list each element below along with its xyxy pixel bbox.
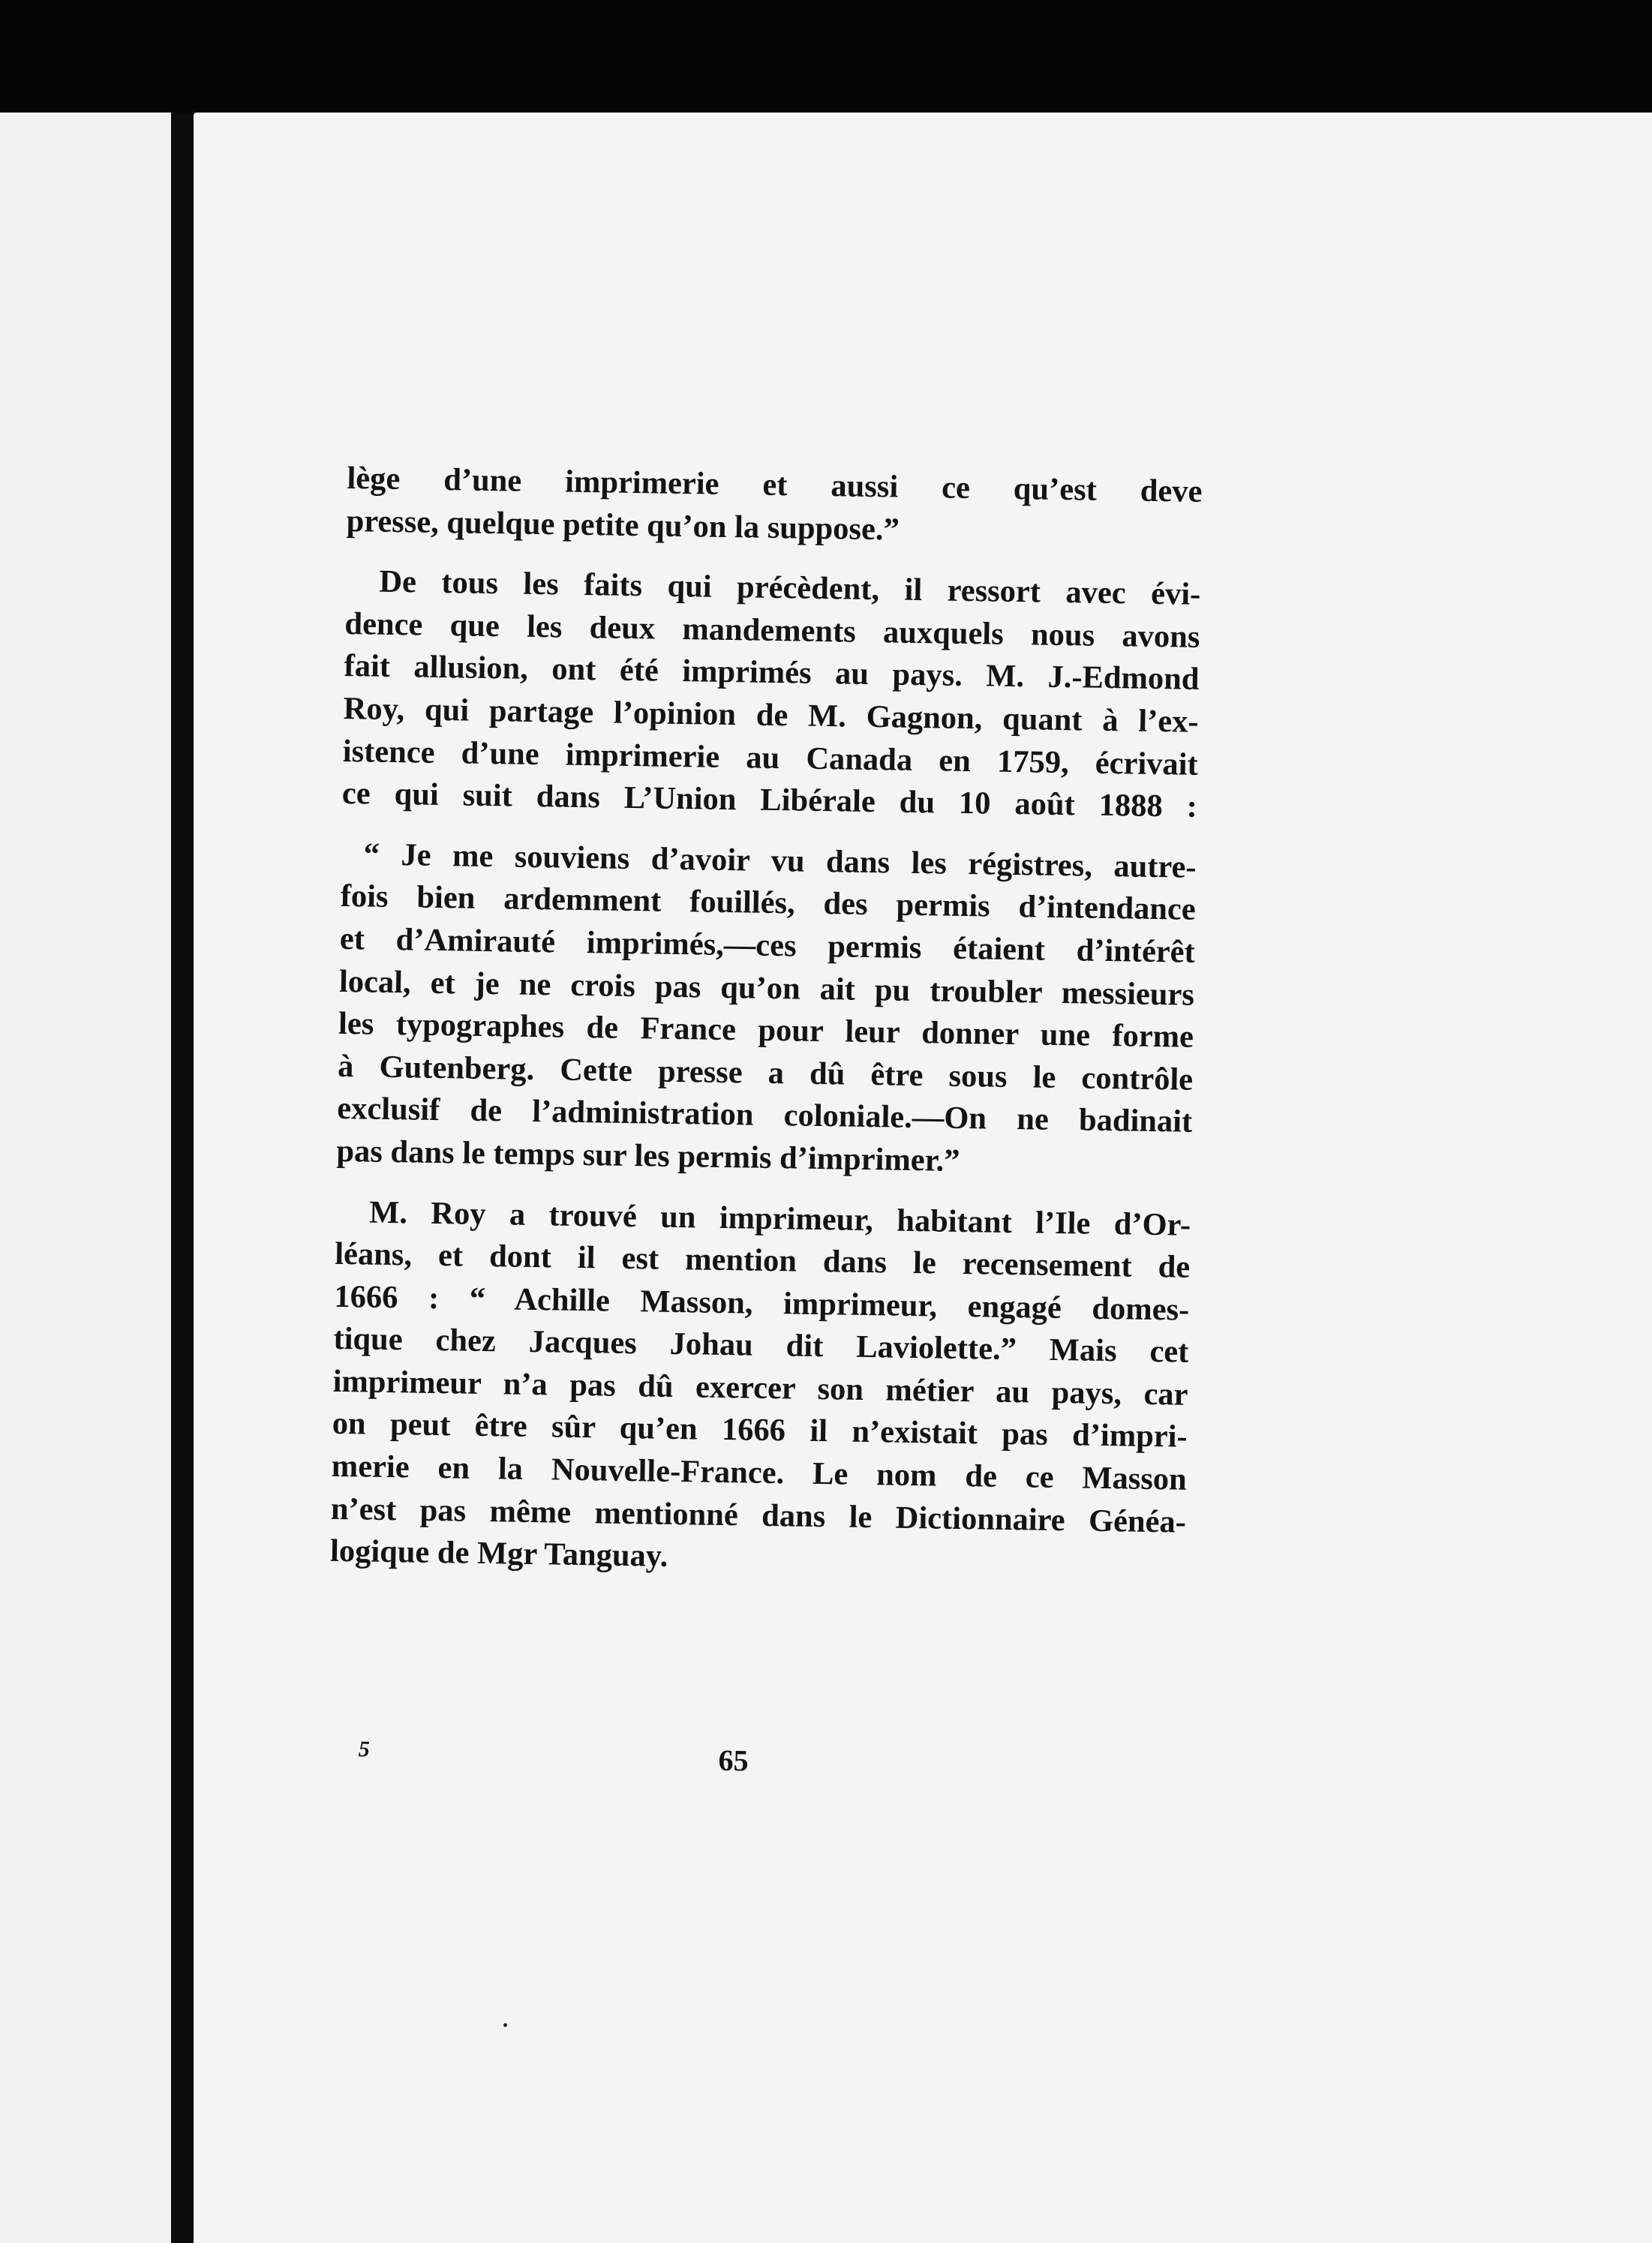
text-line: tique chez Jacques Johau dit Laviolette.” Mais cet <box>333 1321 1189 1371</box>
text-line: lège d’une imprimerie et aussi ce qu’est deve <box>347 460 1203 509</box>
text-line: local, et je ne crois pas qu’on ait pu troubler messieurs <box>338 963 1195 1013</box>
book-gutter <box>171 113 194 2243</box>
page-footer <box>347 1737 1203 1795</box>
text-line: pas dans le temps sur les permis d’imprimer.” <box>336 1133 960 1179</box>
text-line: n’est pas même mentionné dans le Dictionnaire Généa- <box>330 1491 1187 1540</box>
signature-mark: 5 <box>358 1737 370 1762</box>
ink-speck <box>503 2023 507 2027</box>
page-body-text <box>327 458 1203 1746</box>
text-line: “ Je me souviens d’avoir vu dans les régistres, autre- <box>363 836 1197 885</box>
text-line: merie en la Nouvelle-France. Le nom de ce Masson <box>331 1448 1188 1497</box>
text-line: ce qui suit dans L’Union Libérale du 10 août 1888 : <box>341 776 1198 825</box>
text-line: De tous les faits qui précèdent, il ressort avec évi- <box>379 563 1201 613</box>
text-line: et d’Amirauté imprimés,—ces permis étaient d’intérêt <box>339 920 1196 970</box>
text-line: exclusif de l’administration coloniale.—On ne badinait <box>336 1091 1193 1140</box>
text-line: à Gutenberg. Cette presse a dû être sous le contrôle <box>337 1048 1194 1097</box>
text-line: fois bien ardemment fouillés, des permis d’intendance <box>340 878 1197 928</box>
page-number: 65 <box>718 1743 749 1778</box>
text-line: dence que les deux mandements auxquels nous avons <box>344 605 1200 655</box>
scan-top-border <box>0 0 1652 113</box>
facing-page-edge <box>0 113 171 2243</box>
text-line: fait allusion, ont été imprimés au pays. M. J.-Edmond <box>344 648 1200 698</box>
text-line: imprimeur n’a pas dû exercer son métier au pays, car <box>332 1363 1188 1413</box>
text-line: presse, quelque petite qu’on la suppose.” <box>346 503 900 548</box>
text-line: les typographes de France pour leur donner une forme <box>338 1006 1194 1055</box>
text-line: M. Roy a trouvé un imprimeur, habitant l’Ile d’Or- <box>368 1194 1191 1243</box>
book-page <box>194 113 1652 2243</box>
text-line: on peut être sûr qu’en 1666 il n’existait pas d’impri- <box>332 1406 1188 1455</box>
text-line: Roy, qui partage l’opinion de M. Gagnon, quant à l’ex- <box>343 690 1199 740</box>
text-line: istence d’une imprimerie au Canada en 1759, écrivait <box>342 733 1199 782</box>
text-line: léans, et dont il est mention dans le recensement de <box>334 1236 1191 1285</box>
text-line: 1666 : “ Achille Masson, imprimeur, engagé domes- <box>334 1278 1190 1328</box>
text-line: logique de Mgr Tanguay. <box>329 1533 668 1575</box>
